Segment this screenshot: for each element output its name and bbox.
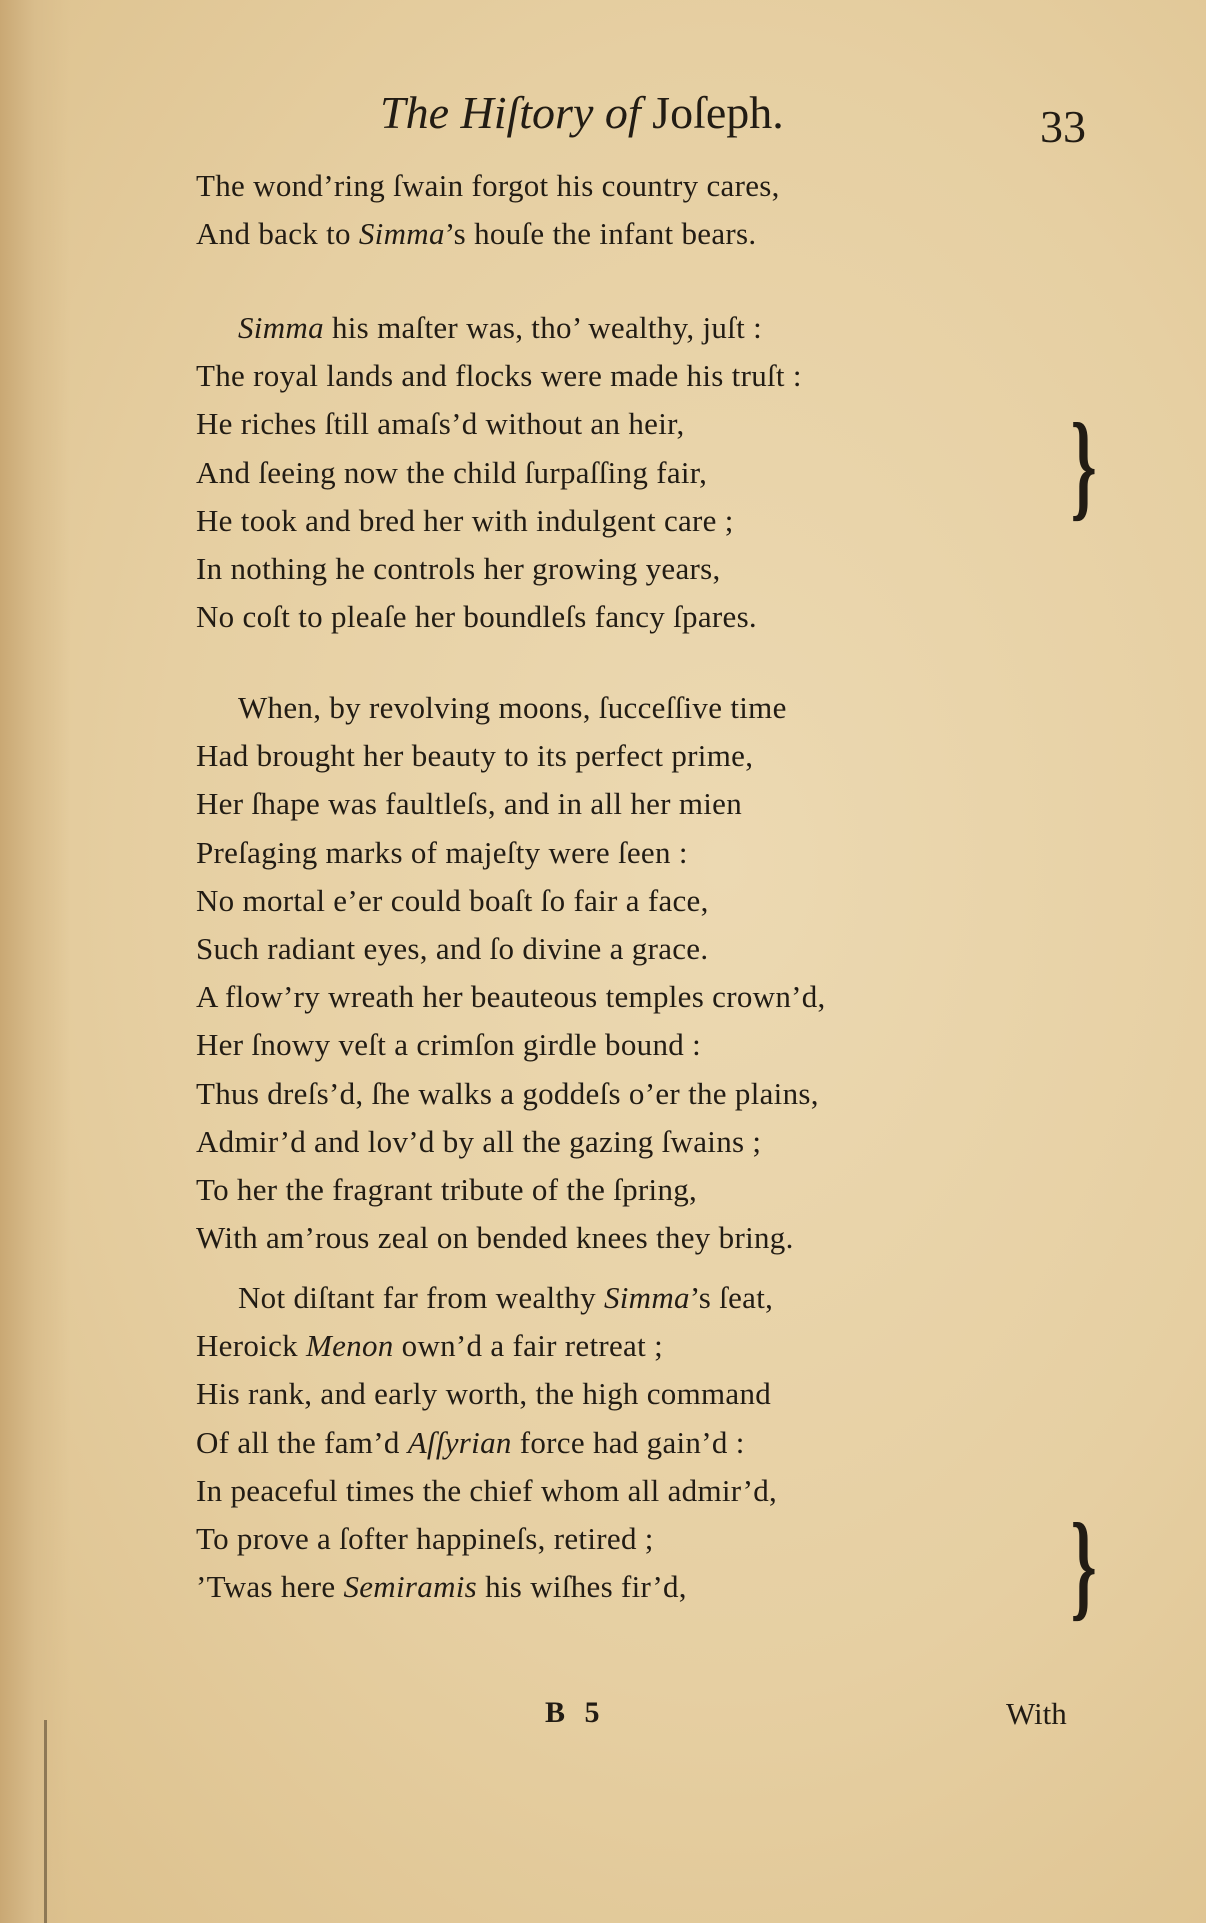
catchword: With [1006,1696,1067,1731]
verse-text: his maſter was, tho’ wealthy, juſt : [323,310,763,345]
verse-text: ’s houſe the infant bears. [444,216,757,252]
verse-line [196,1473,777,1509]
verse-text: Such radiant eyes, and ſo divine a grace. [196,931,709,966]
triplet-brace: } [1070,1498,1097,1631]
verse-text: In nothing he controls her growing years, [196,551,721,586]
verse-text: And back to [196,216,359,252]
verse-line [196,738,753,774]
verse-line [196,1328,663,1364]
verse-line [196,979,826,1015]
verse-line [196,406,685,442]
verse-text: No coſt to pleaſe her boundleſs fancy ſpares. [196,599,757,635]
verse-text: No mortal e’er could boaſt ſo fair a face, [196,882,709,918]
running-title-italic: The Hiſtory of [380,87,641,138]
verse-text: When, by revolving moons, ſucceſſive time [238,690,787,725]
verse-text: Her ſnowy veſt a crimſon girdle bound : [196,1027,702,1063]
verse-line [196,1172,697,1208]
verse-line [196,1376,771,1412]
verse-text: Preſaging marks of majeſty were ſeen : [196,834,688,870]
verse-text: To her the fragrant tribute of the ſpring, [196,1172,698,1207]
verse-line [196,835,688,871]
verse-text: Admir’d and lov’d by all the gazing ſwains ; [196,1123,762,1159]
verse-text: To prove a ſofter happineſs, retired ; [196,1521,654,1556]
verse-line [196,1569,687,1605]
verse-line [196,455,707,491]
verse-text: He riches ſtill amaſs’d without an heir, [196,406,685,442]
italic-name: Menon [306,1328,394,1364]
verse-text: And ſeeing now the child ſurpaſſing fair, [196,454,708,490]
verse-line [196,216,756,252]
verse-line [196,931,708,967]
verse-text: ’s ſeat, [689,1280,774,1315]
verse-line [196,168,780,204]
verse-line [196,1521,654,1557]
verse-text: his wiſhes fir’d, [477,1569,687,1605]
verse-line [196,786,742,822]
page-number: 33 [1040,101,1086,152]
italic-name: Semiramis [343,1569,478,1605]
verse-line [196,1027,701,1063]
verse-text: own’d a fair retreat ; [393,1328,663,1364]
verse-text: force had gain’d : [511,1424,745,1460]
triplet-brace: } [1070,398,1097,531]
verse-text: Heroick [196,1328,306,1364]
italic-name: Simma [238,310,324,345]
verse-line [196,358,802,394]
italic-name: Simma [358,216,445,252]
verse-line [196,599,757,635]
verse-line [238,310,762,346]
verse-text: The royal lands and flocks were made his truſt : [196,358,802,394]
verse-line [196,1076,819,1112]
verse-line [238,1280,773,1316]
verse-text: Her ſhape was faultleſs, and in all her mien [196,786,743,822]
verse-text: His rank, and early worth, the high command [196,1376,772,1412]
running-title-roman: Joſeph. [652,87,784,138]
verse-text: A flow’ry wreath her beauteous temples crown’d, [196,979,826,1015]
verse-line [196,1220,794,1256]
verse-text: He took and bred her with indulgent care ; [196,502,734,538]
verse-text: Of all the fam’d [196,1424,408,1460]
verse-text: With am’rous zeal on bended knees they bring. [196,1220,794,1256]
verse-line [196,551,721,587]
italic-name: Simma [603,1280,690,1315]
signature-mark: B 5 [545,1696,606,1729]
verse-text: Had brought her beauty to its perfect prime, [196,738,754,774]
binding-gutter [44,1720,47,1923]
verse-text: Not diſtant far from wealthy [238,1280,604,1315]
verse-text: Thus dreſs’d, ſhe walks a goddeſs o’er the plains, [196,1075,819,1111]
verse-text: The wond’ring ſwain forgot his country cares, [196,168,780,203]
verse-text: In peaceful times the chief whom all admir’d, [196,1472,778,1508]
running-title [380,86,784,139]
verse-line [196,1124,761,1160]
italic-name: Aſſyrian [407,1424,512,1460]
verse-text: ’Twas here [196,1569,344,1605]
verse-line [196,883,709,919]
verse-line [238,690,787,726]
verse-line [196,503,734,539]
verse-line [196,1425,745,1461]
page-edge-shadow [0,0,70,1923]
